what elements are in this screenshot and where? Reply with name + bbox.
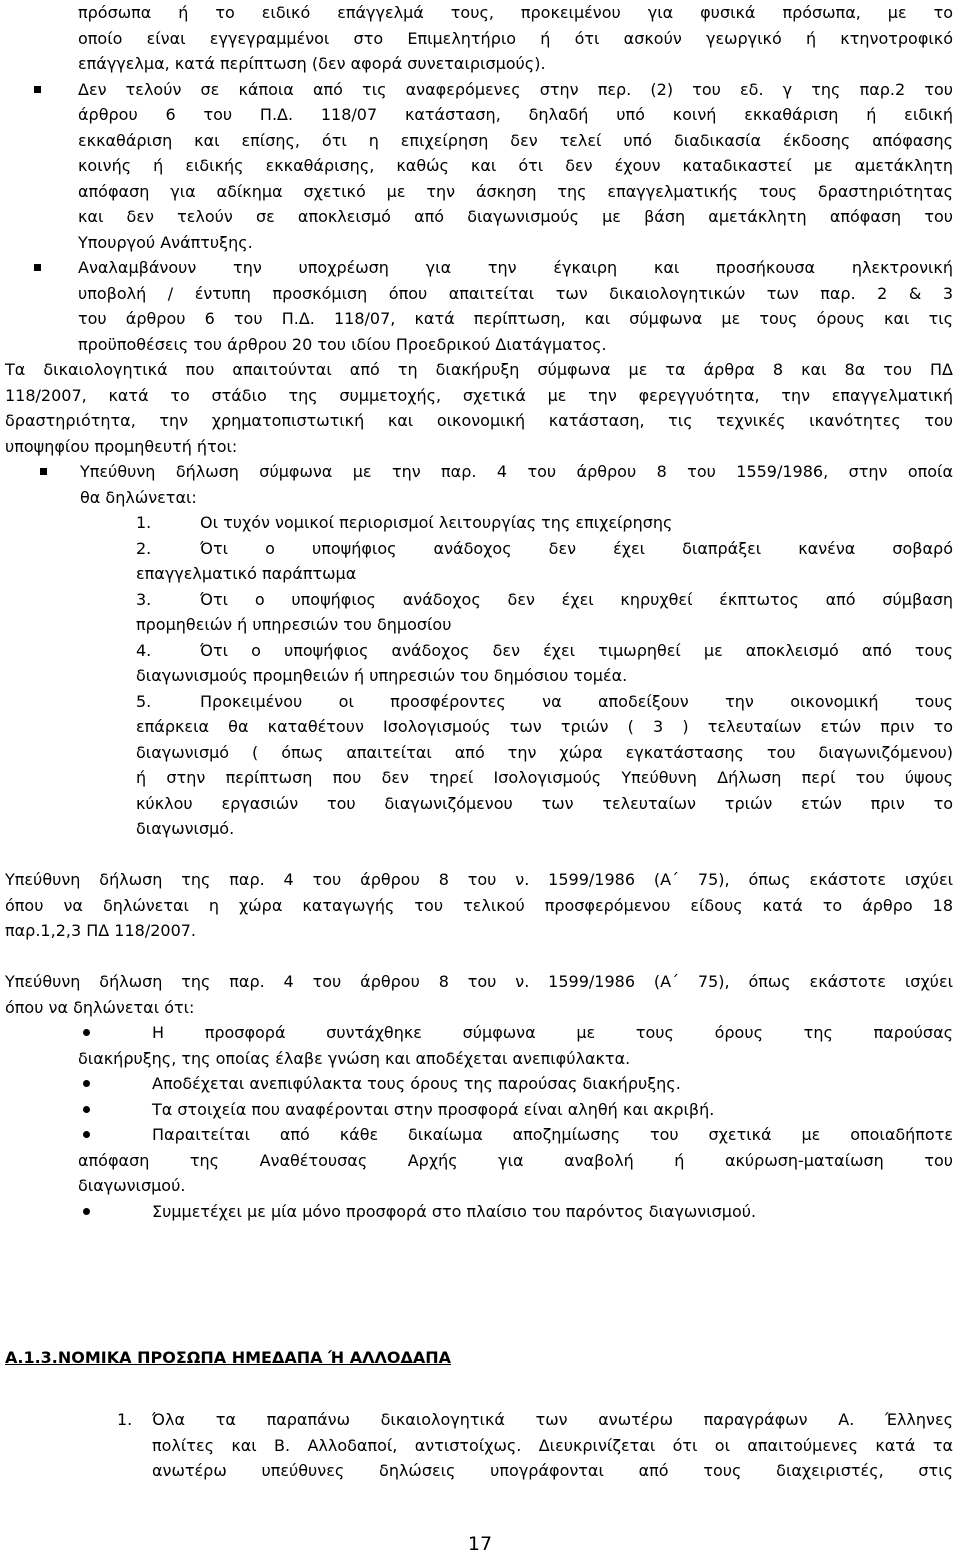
text-line xyxy=(0,1173,960,1199)
text-line xyxy=(0,510,960,536)
text-line xyxy=(0,179,960,205)
requirement-bullet-liquidation xyxy=(0,77,960,256)
declaration-item-3 xyxy=(0,587,960,638)
line-text: υποψηφίου προμηθευτή ήτοι: xyxy=(5,436,238,456)
line-text: άρθρου 6 του Π.Δ. 118/07 κατάσταση, δηλαδή υπό κοινή εκκαθάριση ή ειδική xyxy=(78,105,953,124)
line-text: προϋποθέσεις του άρθρου 20 του ιδίου Προεδρικού Διατάγματος. xyxy=(78,334,607,354)
line-text: επάγγελμα, κατά περίπτωση (δεν αφορά συνεταιρισμούς). xyxy=(78,54,546,73)
text-line xyxy=(0,1122,960,1148)
text-line xyxy=(0,867,960,893)
dot-bullet-icon xyxy=(83,1131,90,1138)
text-line xyxy=(0,663,960,689)
item-number: 2. xyxy=(136,538,152,558)
line-text: όπου να δηλώνεται η χώρα καταγωγής του τελικού προσφερόμενου είδους κατά το άρθρο 18 xyxy=(5,895,953,915)
text-line xyxy=(0,638,960,664)
statement-item-3 xyxy=(0,1097,960,1123)
line-text: Παραιτείται από κάθε δικαίωμα αποζημίωσης του σχετικά με οποιαδήποτε xyxy=(152,1125,953,1144)
line-text: διαγωνισμό. xyxy=(136,819,235,838)
text-line xyxy=(0,1433,960,1459)
line-text: Υπεύθυνη δήλωση της παρ. 4 του άρθρου 8 του ν. 1599/1986 (Α΄ 75), όπως εκάστοτε ισχύει xyxy=(5,870,953,889)
text-line xyxy=(0,689,960,715)
text-line xyxy=(0,1407,960,1433)
text-line xyxy=(0,0,960,26)
blank-line xyxy=(0,842,960,868)
line-text: Ότι ο υποψήφιος ανάδοχος δεν έχει τιμωρηθεί με αποκλεισμό από τους xyxy=(200,640,953,660)
text-line xyxy=(0,357,960,383)
text-line xyxy=(0,1046,960,1072)
text-line xyxy=(0,204,960,230)
declaration-item-5 xyxy=(0,689,960,842)
statement-item-text xyxy=(0,1071,960,1097)
line-text: Η προσφορά συντάχθηκε σύμφωνα με τους όρους της παρούσας xyxy=(152,1023,953,1042)
section-heading-number: Α.1.3. xyxy=(5,1348,58,1367)
text-line xyxy=(0,1097,960,1123)
dot-bullet-icon xyxy=(83,1106,90,1113)
statement-item-text xyxy=(0,1020,960,1071)
line-text: Αποδέχεται ανεπιφύλακτα τους όρους της παρούσας διακήρυξης. xyxy=(152,1074,681,1093)
line-text: προμηθειών ή υπηρεσιών του δημοσίου xyxy=(136,615,452,634)
line-text: και δεν τελούν σε αποκλεισμό από διαγωνισμούς με βάση αμετάκλητη απόφαση του xyxy=(78,207,953,226)
intro-paragraph xyxy=(0,357,960,459)
declaration-bullet xyxy=(0,459,960,510)
line-text: εκκαθάριση και επίσης, ότι η επιχείρηση δεν τελεί υπό διαδικασία έκδοσης απόφασης xyxy=(78,130,953,150)
origin-declaration-paragraph xyxy=(0,867,960,944)
text-line xyxy=(0,332,960,358)
line-text: Οι τυχόν νομικοί περιορισμοί λειτουργίας της επιχείρησης xyxy=(200,513,673,532)
line-text: επάρκεια θα καταθέτουν Ισολογισμούς των τριών ( 3 ) τελευταίων ετών πριν το xyxy=(136,717,953,736)
text-line xyxy=(0,153,960,179)
statement-item-5 xyxy=(0,1199,960,1225)
text-line xyxy=(0,1020,960,1046)
line-text: επαγγελματικό παράπτωμα xyxy=(136,564,357,583)
text-line xyxy=(0,1199,960,1225)
line-text: Συμμετέχει με μία μόνο προσφορά στο πλαίσιο του παρόντος διαγωνισμού. xyxy=(152,1201,757,1221)
text-line xyxy=(0,408,960,434)
line-text: πολίτες και Β. Αλλοδαποί, αντιστοίχως. Διευκρινίζεται ότι οι απαιτούμενες κατά τα xyxy=(152,1435,953,1455)
line-text: απόφαση της Αναθέτουσας Αρχής για αναβολή ή ακύρωση-ματαίωση του xyxy=(78,1150,953,1170)
line-text: όπου να δηλώνεται ότι: xyxy=(5,997,195,1017)
text-line xyxy=(0,51,960,77)
item-number: 1. xyxy=(136,513,152,532)
line-text: Ότι ο υποψήφιος ανάδοχος δεν έχει διαπράξει κανένα σοβαρό xyxy=(200,538,953,558)
section-item-number: 1. xyxy=(117,1410,133,1429)
text-line xyxy=(0,969,960,995)
text-line xyxy=(0,77,960,103)
text-line xyxy=(0,893,960,919)
text-line xyxy=(0,485,960,511)
text-line xyxy=(0,995,960,1021)
text-line xyxy=(0,1458,960,1484)
text-line xyxy=(0,740,960,766)
line-text: θα δηλώνεται: xyxy=(80,487,197,507)
declaration-item-1 xyxy=(0,510,960,536)
text-line xyxy=(0,459,960,485)
declaration-item-4 xyxy=(0,638,960,689)
text-line xyxy=(0,128,960,154)
text-line xyxy=(0,230,960,256)
statement-item-text xyxy=(0,1199,960,1225)
line-text: Προκειμένου οι προσφέροντες να αποδείξουν την οικονομική τους xyxy=(200,691,953,711)
statement-item-1 xyxy=(0,1020,960,1071)
page-number: 17 xyxy=(467,1533,493,1555)
line-text: ανωτέρω υπεύθυνες δηλώσεις υπογράφονται από τους διαχειριστές, στις xyxy=(152,1461,953,1480)
line-text: υποβολή / έντυπη προσκόμιση όπου απαιτείται των δικαιολογητικών των παρ. 2 & 3 xyxy=(78,283,953,303)
text-line xyxy=(0,26,960,52)
text-line xyxy=(0,1148,960,1174)
text-line xyxy=(0,536,960,562)
text-line xyxy=(0,102,960,128)
dot-bullet-icon xyxy=(83,1208,90,1215)
section-item-text xyxy=(0,1407,960,1484)
text-line xyxy=(0,765,960,791)
text-line xyxy=(0,434,960,460)
text-line xyxy=(0,612,960,638)
statement-item-2 xyxy=(0,1071,960,1097)
line-text: απόφαση για αδίκημα σχετικό με την άσκηση της επαγγελματικής τους δραστηριότητας xyxy=(78,181,953,201)
requirement-bullet-text xyxy=(0,255,960,357)
text-line xyxy=(0,281,960,307)
line-text: κύκλου εργασιών του διαγωνιζόμενου των τελευταίων τριών ετών πριν το xyxy=(136,793,953,813)
line-text: Ότι ο υποψήφιος ανάδοχος δεν έχει κηρυχθεί έκπτωτος από σύμβαση xyxy=(200,589,953,609)
line-text: διαγωνισμού. xyxy=(78,1176,186,1195)
text-line xyxy=(0,1071,960,1097)
line-text: Όλα τα παραπάνω δικαιολογητικά των ανωτέρω παραγράφων Α. Έλληνες xyxy=(152,1410,953,1429)
declaration-item-2 xyxy=(0,536,960,587)
line-text: Υπουργού Ανάπτυξης. xyxy=(78,232,253,252)
line-text: πρόσωπα ή το ειδικό επάγγελμά τους, προκειμένου για φυσικά πρόσωπα, με το xyxy=(78,3,953,22)
statement-item-4 xyxy=(0,1122,960,1199)
line-text: διαγωνισμούς προμηθειών ή υπηρεσιών του δημόσιου τομέα. xyxy=(136,666,628,685)
line-text: Υπεύθυνη δήλωση της παρ. 4 του άρθρου 8 του ν. 1599/1986 (Α΄ 75), όπως εκάστοτε ισχύει xyxy=(5,972,953,991)
item-number: 4. xyxy=(136,640,152,660)
dot-bullet-icon xyxy=(83,1029,90,1036)
line-text: Υπεύθυνη δήλωση σύμφωνα με την παρ. 4 του άρθρου 8 του 1559/1986, στην οποία xyxy=(80,462,953,481)
text-line xyxy=(0,306,960,332)
statement-item-text xyxy=(0,1122,960,1199)
line-text: Τα δικαιολογητικά που απαιτούνται από τη διακήρυξη σύμφωνα με τα άρθρα 8 και 8α του ΠΔ xyxy=(5,360,953,379)
section-heading-title: ΝΟΜΙΚΑ ΠΡΟΣΩΠΑ ΗΜΕΔΑΠΑ Ή ΑΛΛΟΔΑΠΑ xyxy=(57,1348,452,1367)
square-bullet-icon xyxy=(34,264,41,271)
text-line xyxy=(0,816,960,842)
statement-declaration-paragraph xyxy=(0,969,960,1020)
blank-line xyxy=(0,944,960,970)
line-text: Τα στοιχεία που αναφέρονται στην προσφορά είναι αληθή και ακριβή. xyxy=(152,1099,715,1119)
line-text: ή στην περίπτωση που δεν τηρεί Ισολογισμούς Υπεύθυνη Δήλωση περί του ύψους xyxy=(136,768,953,787)
line-text: 118/2007, κατά το στάδιο της συμμετοχής, σχετικά με την φερεγγυότητα, την επαγγελματική xyxy=(5,385,953,405)
line-text: Δεν τελούν σε κάποια από τις αναφερόμενες στην περ. (2) του εδ. γ της παρ.2 του xyxy=(78,79,953,99)
line-text: του άρθρου 6 του Π.Δ. 118/07, κατά περίπτωση, και σύμφωνα με τους όρους και τις xyxy=(78,309,953,328)
text-line xyxy=(0,587,960,613)
text-line xyxy=(0,383,960,409)
section-item-1 xyxy=(0,1407,960,1484)
line-text: οποίο είναι εγγεγραμμένοι στο Επιμελητήριο ή ότι ασκούν γεωργικό ή κτηνοτροφικό xyxy=(78,28,953,48)
line-text: Αναλαμβάνουν την υποχρέωση για την έγκαιρη και προσήκουσα ηλεκτρονική xyxy=(78,258,953,277)
declaration-bullet-text xyxy=(0,459,960,510)
item-number: 5. xyxy=(136,691,152,711)
text-line xyxy=(0,255,960,281)
line-text: διαγωνισμό ( όπως απαιτείται από την χώρα εγκατάστασης του διαγωνιζόμενου) xyxy=(136,742,953,762)
section-heading xyxy=(5,1345,451,1371)
square-bullet-icon xyxy=(40,468,47,475)
line-text: δραστηριότητα, την χρηματοπιστωτική και οικονομική κατάσταση, τις τεχνικές ικανότητες του xyxy=(5,411,953,430)
text-line xyxy=(0,561,960,587)
text-line xyxy=(0,714,960,740)
text-line xyxy=(0,918,960,944)
dot-bullet-icon xyxy=(83,1080,90,1087)
line-text: κοινής ή ειδικής εκκαθάρισης, καθώς και ότι δεν έχουν καταδικαστεί με αμετάκλητη xyxy=(78,156,953,175)
line-text: παρ.1,2,3 ΠΔ 118/2007. xyxy=(5,921,197,940)
square-bullet-icon xyxy=(34,86,41,93)
line-text: διακήρυξης, της οποίας έλαβε γνώση και αποδέχεται ανεπιφύλακτα. xyxy=(78,1048,631,1068)
text-line xyxy=(0,791,960,817)
continued-bullet-text xyxy=(0,0,960,77)
item-number: 3. xyxy=(136,589,152,609)
requirement-bullet-submission xyxy=(0,255,960,357)
requirement-bullet-text xyxy=(0,77,960,256)
statement-item-text xyxy=(0,1097,960,1123)
